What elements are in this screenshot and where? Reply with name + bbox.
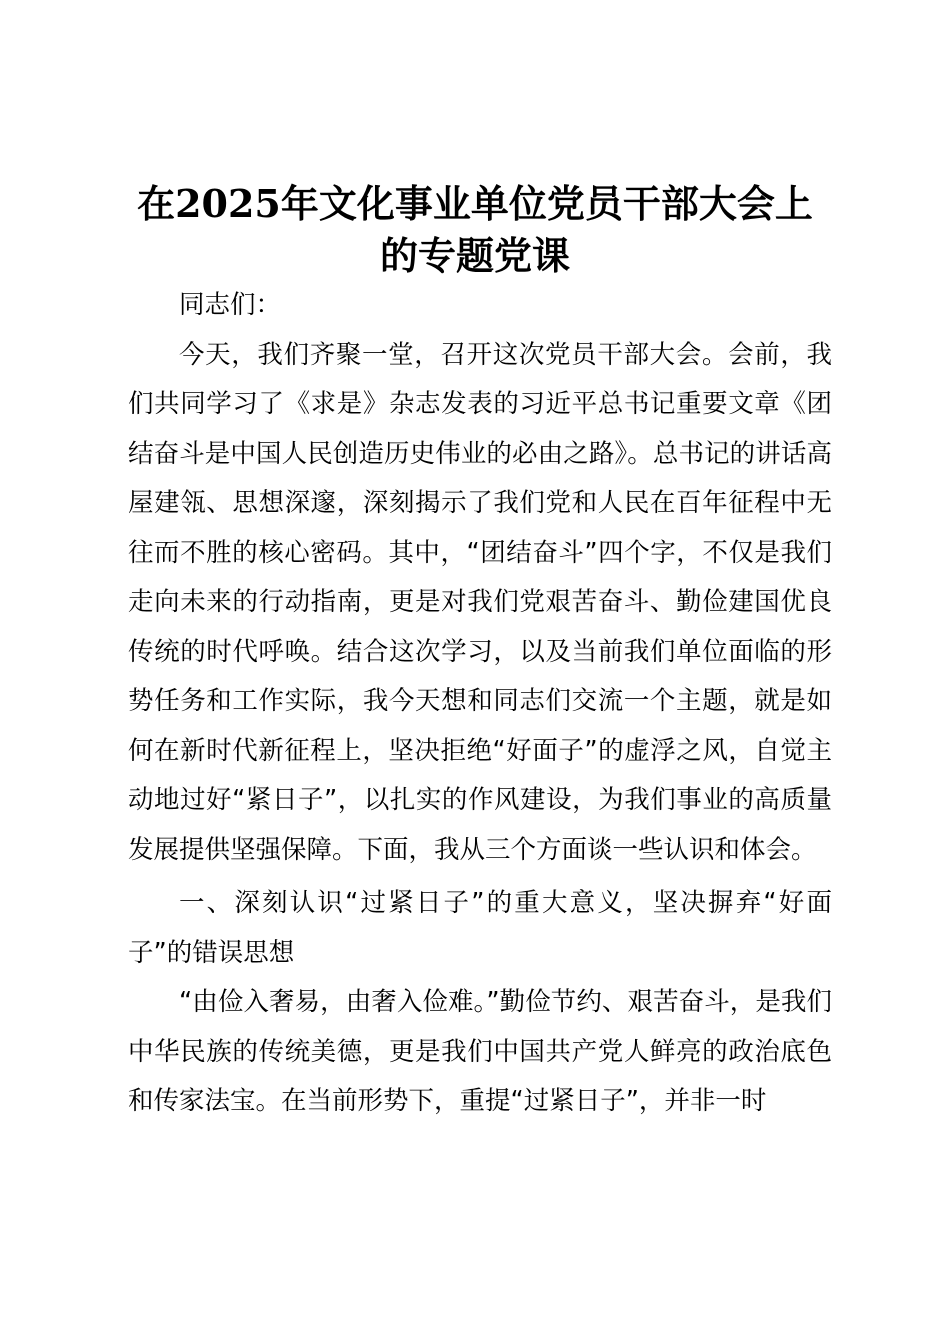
salutation: 同志们： bbox=[179, 290, 282, 320]
section-heading: 一、深刻认识“过紧日子”的重大意义，坚决摒弃“好面子”的错误思想 bbox=[128, 888, 832, 968]
document-title: 在2025年文化事业单位党员干部大会上的专题党课 bbox=[137, 181, 813, 278]
document-body bbox=[128, 281, 832, 1127]
intro-paragraph: 今天，我们齐聚一堂，召开这次党员干部大会。会前，我们共同学习了《求是》杂志发表的习近平总书记重要文章《团结奋斗是中国人民创造历史伟业的必由之路》。总书记的讲话高屋建瓴、思想深邃，深刻揭示了我们党和人民在百年征程中无往而不胜的核心密码。其中，“团结奋斗”四个字，不仅是我们走向未来的行动指南，更是对我们党艰苦奋斗、勤俭建国优良传统的时代呼唤。结合这次学习，以及当前我们单位面临的形势任务和工作实际，我今天想和同志们交流一个主题，就是如何在新时代新征程上，坚决拒绝“好面子”的虚浮之风，自觉主动地过好“紧日子”，以扎实的作风建设，为我们事业的高质量发展提供坚强保障。下面，我从三个方面谈一些认识和体会。 bbox=[128, 339, 832, 865]
section-paragraph: “由俭入奢易，由奢入俭难。”勤俭节约、艰苦奋斗，是我们中华民族的传统美德，更是我们中国共产党人鲜亮的政治底色和传家法宝。在当前形势下，重提“过紧日子”，并非一时 bbox=[128, 987, 832, 1116]
